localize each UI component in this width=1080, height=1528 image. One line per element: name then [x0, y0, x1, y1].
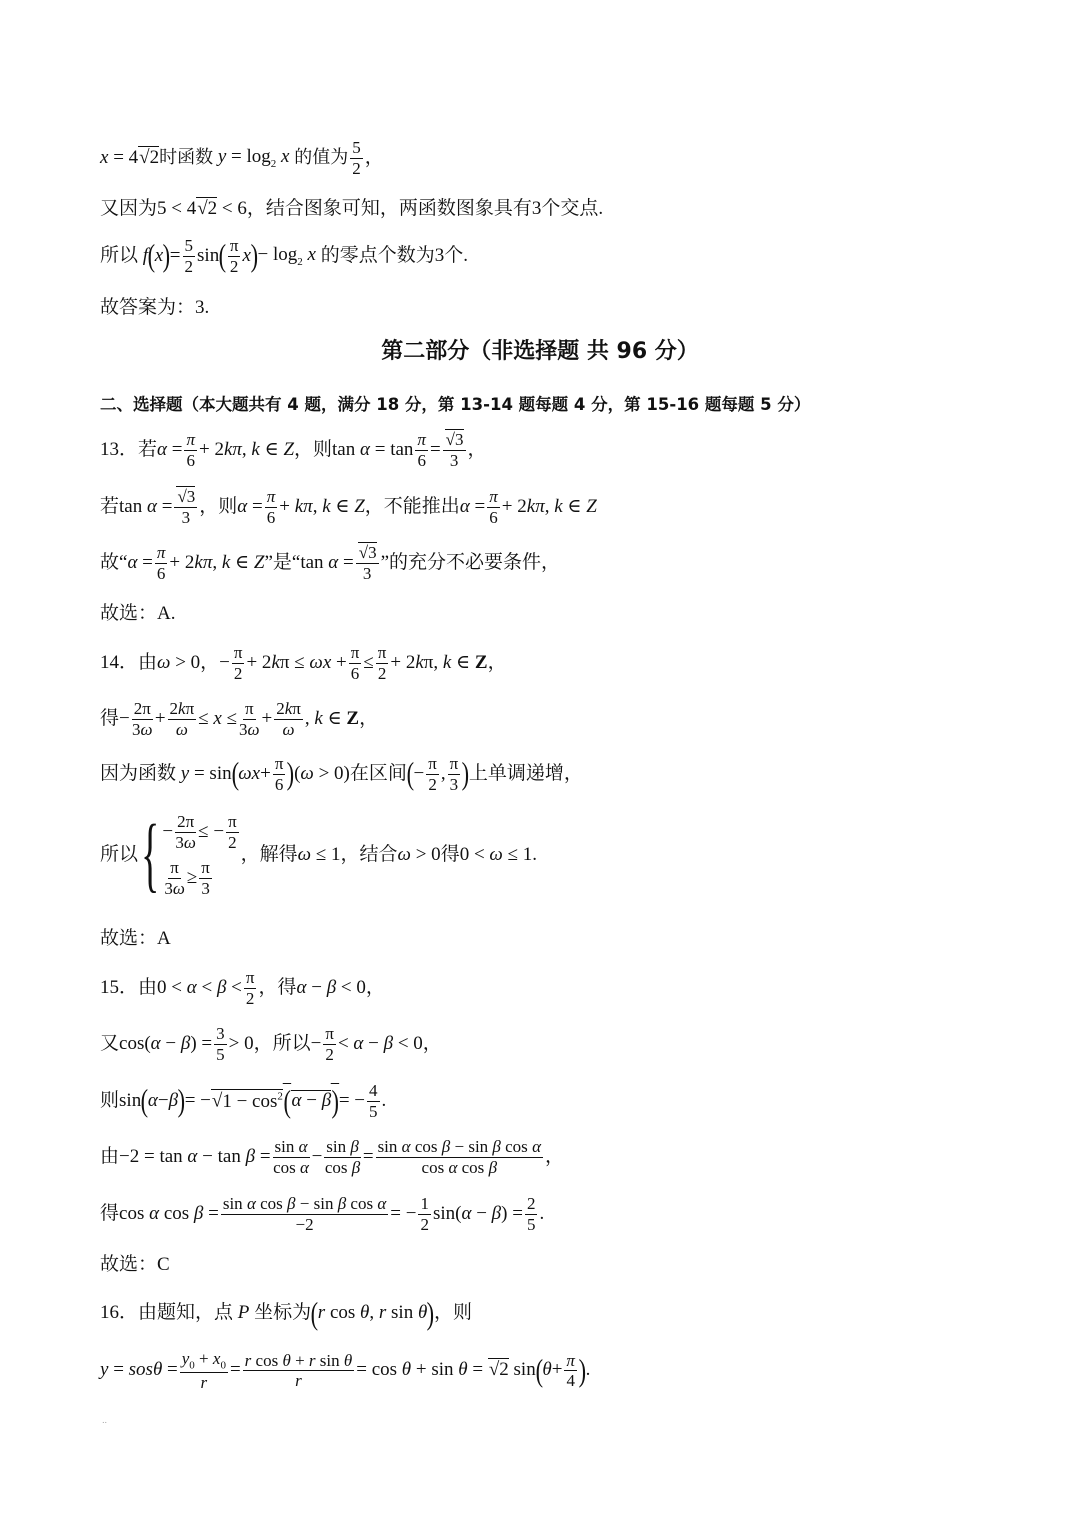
- line-top-4: 故答案为：3.: [100, 297, 210, 318]
- line-top-3: 所以 f ( x ) = $\frac{5}{2}$ sin ( $\frac{\pi}{2}$ x ) − $\log_2 x$ 的零点个数为3个.: [100, 236, 468, 276]
- q15-line-1: 15．由 0 < α < β < $\frac{\pi}{2}$ ，得 α − β < 0，: [100, 968, 385, 1008]
- q14-line-4: 所以 { − $\frac{2\pi}{3\omega}$ ≤ − $\frac{\pi}{2}$ $\frac{\pi}{3\omega}$ ≥ $\frac{\pi}{3}$ ，解得 ω ≤ 1 ，结合 ω > 0 得 0 < ω ≤ 1.: [100, 808, 538, 902]
- q15-line-5: 得 cos α cos β = $\frac{\text{sin α cos β − sin β cos α}}{-2}$ = − $\frac{1}{2}$ sin(α − β) = $\frac{2}{5}$ .: [100, 1194, 545, 1234]
- q15-line-4: 由 −2 = tan α − tan β = $\frac{\text{sin α}}{\text{cos α}}$ − $\frac{\text{sin β}}{\text{cos β}}$ = $\frac{\text{sin α cos β − sin β cos α}}{\text{cos α cos β}}$ ，: [100, 1137, 565, 1177]
- q15-line-2: 又 cos(α − β) = $\frac{3}{5}$ > 0 ，所以 − $\frac{\pi}{2}$ < α − β < 0，: [100, 1024, 442, 1064]
- q13-line-2: 若 tan α = $\frac{√3}{3}$ ，则 α = $\frac{\pi}{6}$ + kπ, k ∈ Z ，不能推出 α = $\frac{\pi}{6}$ + 2kπ, k ∈ Z: [100, 487, 597, 527]
- line-top-1: x = 4√2 时函数 $y = \log_2 x$ 的值为 $\frac{5}{2}$ ，: [100, 138, 384, 178]
- q13-line-1: 13．若 α = $\frac{\pi}{6}$ + 2kπ, k ∈ Z ，则 tan α = tan $\frac{\pi}{6}$ = $\frac{√3}{3}$ ，: [100, 430, 487, 470]
- q14-answer: 故选：A: [100, 928, 171, 949]
- section-heading: 第二部分（非选择题 共 96 分）: [381, 339, 699, 364]
- q14-line-2: 得 − $\frac{2\pi}{3\omega}$ + $\frac{2k\pi}{\omega}$ ≤ x ≤ $\frac{\pi}{3\omega}$ + $\frac{2k\pi}{\omega}$ , k ∈ Z，: [100, 699, 379, 739]
- line-top-2: 又因为 5 < 4√2 < 6 ，结合图象可知，两函数图象具有3个交点.: [100, 198, 604, 219]
- q15-answer: 故选：C: [100, 1254, 170, 1275]
- q16-line-2: y = sosθ = $\frac{y_0 + x_0}{r}$ = $\frac{\text{r cos θ + r sin θ}}{r}$ = cos θ + sin θ = √2 sin ( θ + $\frac{\pi}{4}$ ) .: [100, 1349, 591, 1393]
- q14-line-1: 14．由 ω > 0，− $\frac{\pi}{2}$ + 2kπ ≤ ωx + $\frac{\pi}{6}$ ≤ $\frac{\pi}{2}$ + 2kπ, k ∈ Z，: [100, 643, 507, 683]
- footer-mark: ..: [102, 1416, 108, 1425]
- q14-line-3: 因为函数 y = sin ( ωx + $\frac{\pi}{6}$ ) (ω > 0) 在区间 ( − $\frac{\pi}{2}$ , $\frac{\pi}{3}$ ) 上单调递增，: [100, 754, 583, 794]
- q13-answer: 故选：A.: [100, 603, 176, 624]
- q15-line-3: 则 sin ( α − β ) = − $√1 - \cos^2$ ( α − β ) = − $\frac{4}{5}$ .: [100, 1081, 387, 1121]
- section-subheading: 二、选择题（本大题共有 4 题，满分 18 分，第 13-14 题每题 4 分，第 15-16 题每题 5 分）: [100, 395, 811, 414]
- q16-line-1: 16．由题知，点 P 坐标为 ( r cos θ, r sin θ ) ，则: [100, 1295, 472, 1331]
- q13-line-3: 故“ α = $\frac{\pi}{6}$ + 2kπ, k ∈ Z ”是“ tan α = $\frac{√3}{3}$ ”的充分不必要条件，: [100, 543, 561, 583]
